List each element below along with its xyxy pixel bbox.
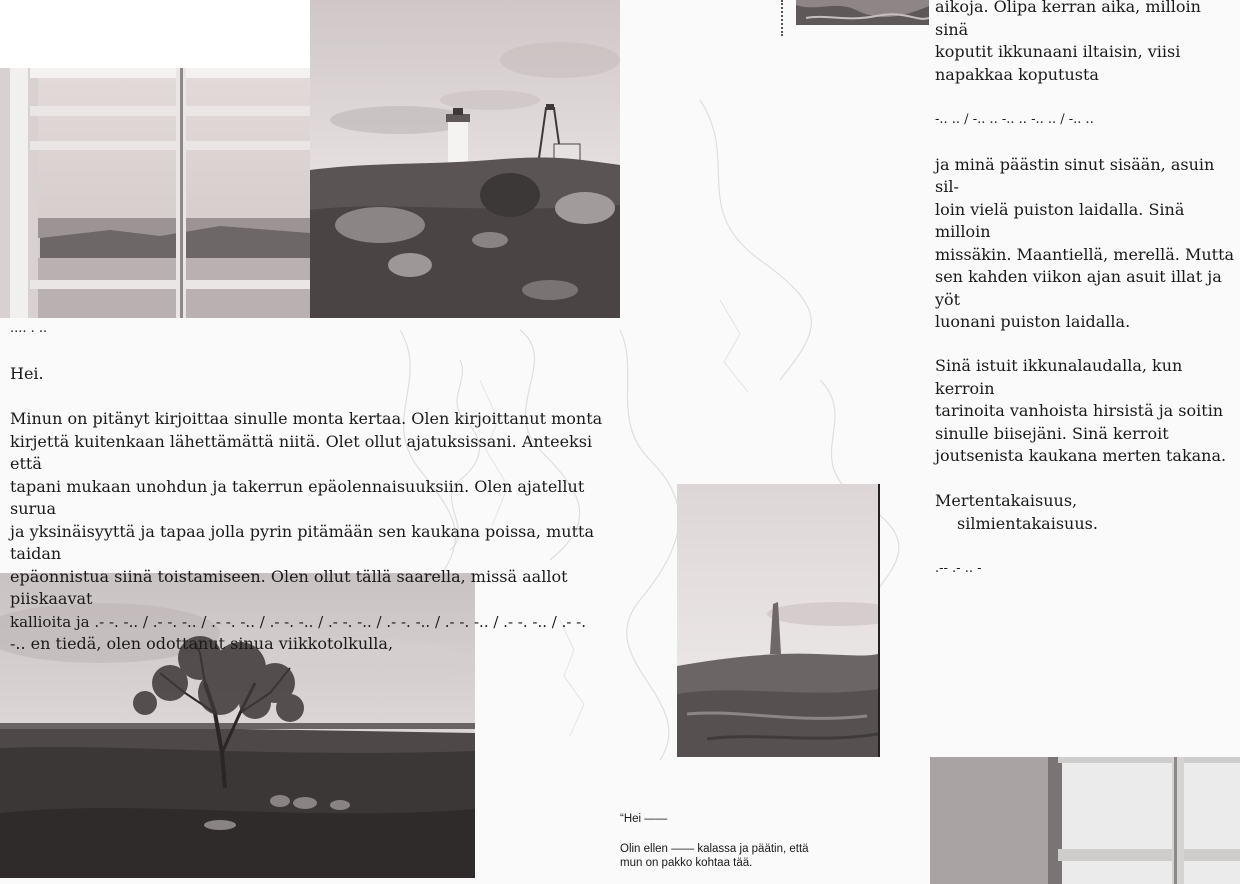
window-sea-view-photo	[0, 68, 310, 318]
right-line-11: sinulle biisejäni. Sinä kerroit	[935, 423, 1169, 443]
right-line-10: tarinoita vanhoista hirsistä ja soitin	[935, 401, 1224, 420]
right-line-8: luonani puiston laidalla.	[935, 312, 1131, 331]
letter-line-5: epäonnistua siinä toistamiseen. Olen ollut tällä saarella, missä aallot piiskaavat	[10, 566, 568, 608]
morse-knock: -.. .. / -.. .. -.. .. -.. .. / -.. ..	[935, 111, 1094, 127]
rock-texture-strip-photo	[796, 0, 929, 25]
right-line-12: joutsenista kaukana merten takana.	[935, 446, 1227, 465]
quote-caption	[620, 812, 920, 871]
letter-right-column-bottom	[935, 355, 1235, 580]
letter-line-7: -.. en tiedä, olen odottanut sinua viikkotolkulla,	[10, 634, 394, 653]
right-line-1: aikoja. Olipa kerran aika, milloin sinä	[935, 0, 1201, 39]
white-panel	[0, 0, 310, 68]
lighthouse-island-photo	[310, 0, 620, 318]
letter-line-4: ja yksinäisyyttä ja tapaa jolla pyrin pitämään sen kaukana poissa, mutta taidan	[10, 521, 594, 563]
dotted-marker	[781, 0, 785, 36]
caption-line-1: “Hei ——	[620, 813, 668, 825]
poem-line-2: silmientakaisuus.	[957, 513, 1098, 533]
stone-monument-photo	[677, 484, 880, 757]
right-line-3: napakkaa koputusta	[935, 64, 1099, 84]
letter-left-column	[10, 318, 610, 656]
right-line-9: Sinä istuit ikkunalaudalla, kun kerroin	[935, 356, 1183, 398]
letter-line-3: tapani mukaan unohdun ja takerrun epäolennaisuuksiin. Olen ajatellut surua	[10, 476, 585, 518]
right-line-5: loin vielä puiston laidalla. Sinä milloin	[935, 199, 1185, 241]
caption-line-3: mun on pakko kohtaa tää.	[620, 857, 753, 869]
letter-line-2: kirjettä kuitenkaan lähettämättä niitä. Olet ollut ajatuksissani. Anteeksi että	[10, 431, 593, 473]
letter-line-6: kallioita ja .- -. -.. / .- -. -.. / .- -. -.. / .- -. -.. / .- -. -.. / .- -. -.. / .- -. -.. / .- -. -.. / .- -.	[10, 612, 587, 631]
poem-line-1: Mertentakaisuus,	[935, 491, 1078, 510]
right-line-2: koputit ikkunaani iltaisin, viisi	[935, 42, 1181, 61]
letter-line-1: Minun on pitänyt kirjoittaa sinulle monta kertaa. Olen kirjoittanut monta	[10, 409, 603, 428]
letter-right-column-top	[935, 0, 1235, 334]
right-line-6: missäkin. Maantiellä, merellä. Mutta	[935, 244, 1235, 264]
morse-intro: .... . ..	[10, 321, 48, 336]
caption-line-2: Olin ellen —— kalassa ja päätin, että	[620, 842, 809, 855]
right-line-7: sen kahden viikon ajan asuit illat ja yöt	[935, 267, 1222, 309]
greeting: Hei.	[10, 364, 44, 383]
morse-end: .-- .- .. -	[935, 560, 982, 576]
window-corner-photo	[930, 757, 1240, 884]
right-line-4: ja minä päästin sinut sisään, asuin sil-	[935, 154, 1215, 196]
